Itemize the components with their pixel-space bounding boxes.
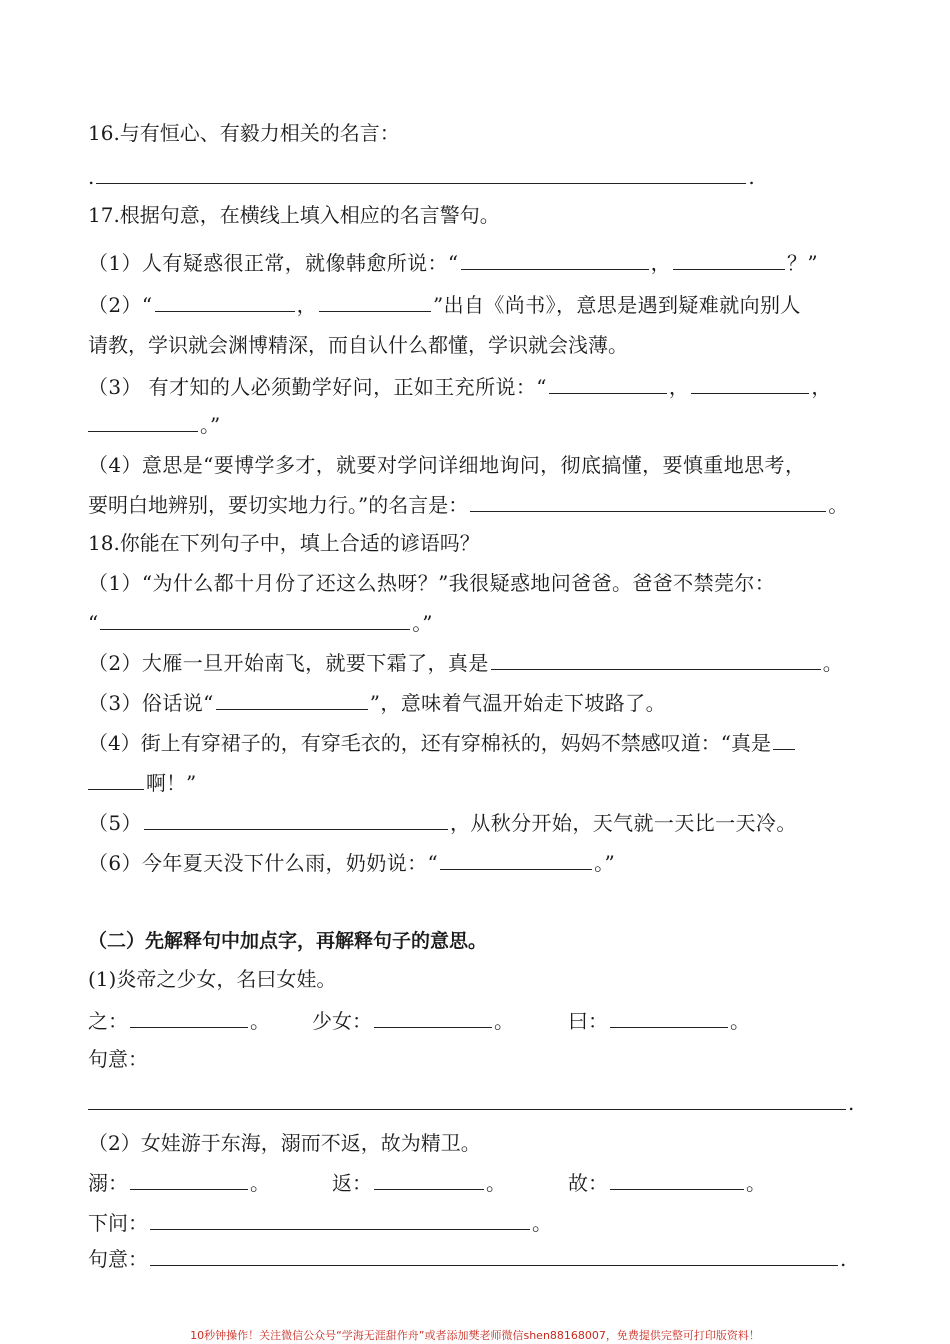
part2-s2-word2-blank[interactable] xyxy=(374,1169,484,1190)
q18-p1-line2: “ 。” xyxy=(88,611,433,635)
q18-p4: （4）街上有穿裙子的，有穿毛衣的，还有穿棉袄的，妈妈不禁感叹道：“真是 xyxy=(88,728,868,758)
part2-s2-meaning: 句意： . xyxy=(88,1247,847,1271)
q18-p2-blank[interactable] xyxy=(491,649,821,670)
part2-s1-word3: 曰： 。 xyxy=(568,1009,750,1033)
part2-s2-word3-blank[interactable] xyxy=(610,1169,744,1190)
part2-s1-word1-blank[interactable] xyxy=(130,1007,248,1028)
q18-p3-blank[interactable] xyxy=(216,689,368,710)
q17-p2-blank-2[interactable] xyxy=(319,291,431,312)
q17-p3-blank-3[interactable] xyxy=(88,411,198,432)
q17-title: 17.根据句意，在横线上填入相应的名言警句。 xyxy=(88,203,500,227)
part2-s1-meaning-blank[interactable] xyxy=(88,1089,846,1110)
q18-p3: （3）俗话说“ ”，意味着气温开始走下坡路了。 xyxy=(88,691,666,715)
q17-p4: （4）意思是“要博学多才，就要对学问详细地询问，彻底搞懂，要慎重地思考， xyxy=(88,453,806,477)
q17-p1-blank-1[interactable] xyxy=(461,249,649,270)
part2-s2-word2: 返： 。 xyxy=(332,1171,506,1195)
part2-s2-ask: 下问： 。 xyxy=(88,1211,552,1235)
q17-p2-line2: 请教，学识就会渊博精深，而自认什么都懂，学识就会浅薄。 xyxy=(88,333,628,357)
q18-p5-blank[interactable] xyxy=(144,809,448,830)
q18-p2: （2）大雁一旦开始南飞，就要下霜了，真是 。 xyxy=(88,651,844,675)
q18-title: 18.你能在下列句子中，填上合适的谚语吗？ xyxy=(88,531,480,555)
q17-p1-blank-2[interactable] xyxy=(673,249,785,270)
q18-p6: （6）今年夏天没下什么雨，奶奶说：“ 。” xyxy=(88,851,616,875)
part2-s2-word1: 溺： 。 xyxy=(88,1171,270,1195)
q16-blank[interactable] xyxy=(96,163,746,184)
q18-p1-blank[interactable] xyxy=(100,609,410,630)
part2-s2-sentence: （2）女娃游于东海，溺而不返，故为精卫。 xyxy=(88,1131,481,1155)
q18-p6-blank[interactable] xyxy=(440,849,592,870)
part2-s1-sentence: (1)炎帝之少女，名曰女娃。 xyxy=(88,967,337,991)
part2-s1-word2-blank[interactable] xyxy=(374,1007,492,1028)
q17-p3: （3） 有才知的人必须勤学好问，正如王充所说：“ ， ， xyxy=(88,375,832,399)
q17-p4-blank[interactable] xyxy=(470,491,826,512)
part2-s2-word3: 故： 。 xyxy=(568,1171,766,1195)
part2-s1-word1: 之： 。 xyxy=(88,1009,270,1033)
q17-p3-blank-2[interactable] xyxy=(691,373,809,394)
q17-p4-line2: 要明白地辨别，要切实地力行。”的名言是： 。 xyxy=(88,493,849,517)
q16-text: 16.与有恒心、有毅力相关的名言： xyxy=(88,121,400,145)
part2-s1-meaning-line: . xyxy=(88,1088,868,1118)
part2-s2-ask-blank[interactable] xyxy=(150,1209,530,1230)
q18-p4-blank-a[interactable] xyxy=(773,729,795,750)
q17-p2: （2）“ ， ”出自《尚书》，意思是遇到疑难就向别人 xyxy=(88,293,801,317)
q18-p1: （1）“为什么都十月份了还这么热呀？”我很疑惑地问爸爸。爸爸不禁莞尔： xyxy=(88,571,776,595)
part2-s1-word2: 少女： 。 xyxy=(312,1009,514,1033)
q16-answer-line: . . xyxy=(88,165,755,189)
part2-title: （二）先解释句中加点字，再解释句子的意思。 xyxy=(88,930,488,952)
part2-s1-meaning-label: 句意： xyxy=(88,1047,148,1071)
q17-p3-blank-1[interactable] xyxy=(549,373,667,394)
footer-notice: 10秒钟操作！关注微信公众号“学海无涯甜作舟”或者添加樊老师微信shen88168007，免费提供完整可打印版资料！ xyxy=(190,1329,760,1342)
q16-prompt xyxy=(88,118,868,148)
q17-p1: （1）人有疑惑很正常，就像韩愈所说：“ ， ？” xyxy=(88,251,818,275)
q17-p2-blank-1[interactable] xyxy=(155,291,295,312)
q18-p4-blank-b[interactable] xyxy=(88,769,144,790)
part2-s2-meaning-blank[interactable] xyxy=(150,1245,838,1266)
q18-p4-line2: 啊！” xyxy=(88,768,868,798)
q17-p3-line2: 。” xyxy=(88,410,868,440)
q18-p5: （5） ，从秋分开始，天气就一天比一天冷。 xyxy=(88,811,797,835)
part2-s2-word1-blank[interactable] xyxy=(130,1169,248,1190)
part2-s1-word3-blank[interactable] xyxy=(610,1007,728,1028)
